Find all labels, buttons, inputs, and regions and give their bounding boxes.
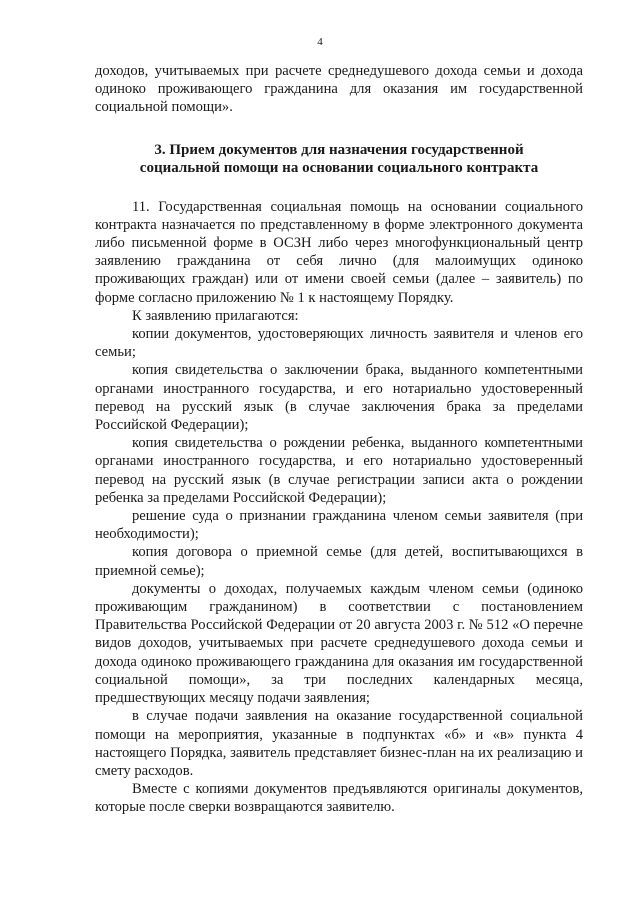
page-number: 4 bbox=[317, 36, 323, 48]
attachment-foster-agreement: копия договора о приемной семье (для детей, воспитывающихся в приемной семье); bbox=[95, 544, 583, 579]
originals-paragraph: Вместе с копиями документов предъявляются оригиналы документов, которые после сверки возвращаются заявителю. bbox=[95, 781, 583, 816]
attachment-birth-certificate: копия свидетельства о рождении ребенка, выданного компетентными органами иностранного государства, и его нотариально удостоверенный перевод на русский язык (в случае регистрации записи акта о рождении ребенка за пределами Российской Федерации); bbox=[95, 435, 583, 506]
attachment-court-decision: решение суда о признании гражданина членом семьи заявителя (при необходимости); bbox=[95, 508, 583, 543]
section-heading-line-2: социальной помощи на основании социального контракта bbox=[139, 160, 539, 177]
continuation-paragraph: доходов, учитываемых при расчете среднедушевого дохода семьи и дохода одиноко проживающего гражданина для оказания им государственной социальной помощи». bbox=[95, 63, 583, 116]
attachment-identity-docs: копии документов, удостоверяющих личность заявителя и членов его семьи; bbox=[95, 326, 583, 361]
attachment-marriage-certificate: копия свидетельства о заключении брака, выданного компетентными органами иностранного государства, и его нотариально удостоверенный перевод на русский язык (в случае заключения брака за пределами Российской Федерации); bbox=[95, 362, 583, 434]
section-heading-line-1: 3. Прием документов для назначения государственной bbox=[154, 141, 524, 158]
section-heading bbox=[95, 141, 583, 178]
paragraph-11: 11. Государственная социальная помощь на основании социального контракта назначается по представленному в форме электронного документа либо письменной форме в ОСЗН либо через многофункциональный центр заявлению гражданина от себя лично (для малоимущих одиноко проживающих граждан) или от имени своей семьи (далее – заявитель) по форме согласно приложению № 1 к настоящему Порядку. bbox=[95, 198, 583, 306]
attachments-intro: К заявлению прилагаются: bbox=[132, 307, 299, 324]
attachment-income-docs: документы о доходах, получаемых каждым членом семьи (одиноко проживающим гражданином) в соответствии с постановлением Правительства Российской Федерации от 20 августа 2003 г. № 512 «О перечне видов доходов, учитываемых при расчете среднедушевого дохода семьи и дохода одиноко проживающего гражданина для оказания им государственной социальной помощи», за три последних календарных месяца, предшествующих месяцу подачи заявления; bbox=[95, 580, 583, 707]
document-body bbox=[95, 62, 583, 817]
attachment-business-plan: в случае подачи заявления на оказание государственной социальной помощи на мероприятия, указанные в подпунктах «б» и «в» пункта 4 настоящего Порядка, заявитель представляет бизнес-план на их реализацию и смету расходов. bbox=[95, 708, 583, 779]
